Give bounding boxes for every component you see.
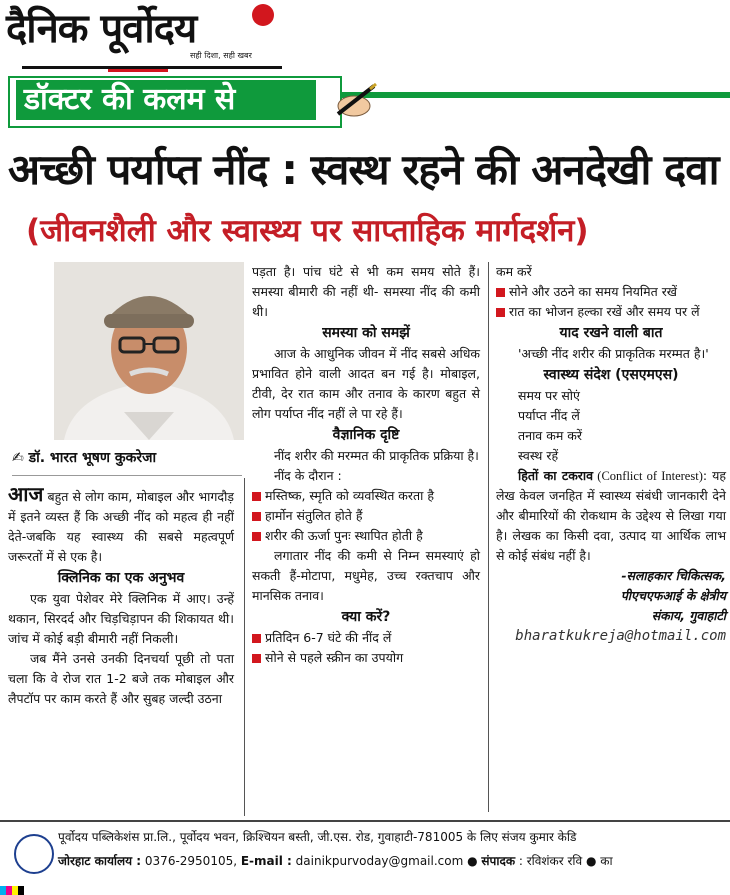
bullet-text: प्रतिदिन 6-7 घंटे की नींद लें (265, 630, 392, 645)
column-banner-title: डॉक्टर की कलम से (24, 82, 236, 117)
bullet-item (496, 302, 726, 322)
bullet-square-icon (252, 634, 261, 643)
article-column-2 (252, 262, 480, 668)
coi-text: : यह लेख केवल जनहित में स्वास्थ्य संबंधी जानकारी देने और बीमारियों की रोकथाम के उद्देश्य से लिखा गया है। लेखक का किसी दवा, उत्पाद या आर्थिक लाभ से कोई संबंध नहीं है। (496, 468, 726, 563)
paragraph: पड़ता है। पांच घंटे से भी कम समय सोते हैं। समस्या बीमारी की नहीं थी- समस्या नींद की कमी थी। (252, 264, 480, 319)
section-heading: समस्या को समझें (322, 325, 410, 341)
paragraph: आज के आधुनिक जीवन में नींद सबसे अधिक प्रभावित होने वाली आदत बन गई है। मोबाइल, टीवी, देर रात काम और तनाव के कारण बहुत से लोग पर्याप्त नींद नहीं ले पा रहे हैं। (252, 346, 480, 421)
paragraph: लगातार नींद की कमी से निम्न समस्याएं हो सकती हैं-मोटापा, मधुमेह, उच्च रक्तचाप और मानसिक तनाव। (252, 548, 480, 603)
footer-rule (0, 820, 730, 822)
sms-line: समय पर सोएं (518, 388, 580, 403)
bullet-text: शरीर की ऊर्जा पुनः स्थापित होती है (265, 528, 423, 543)
bullet-square-icon (252, 512, 261, 521)
bullet-square-icon (496, 288, 505, 297)
publisher-logo-icon (14, 834, 54, 874)
paragraph: नींद शरीर की मरम्मत की प्राकृतिक प्रक्रिया है। (274, 448, 479, 463)
author-photo (54, 262, 244, 440)
footer-phone: 0376-2950105, (141, 854, 241, 868)
coi-heading: हितों का टकराव (518, 468, 594, 483)
intro-paragraph (8, 484, 234, 567)
footer-email: dainikpurvoday@gmail.com ● (291, 854, 482, 868)
masthead-accent-rule (108, 69, 168, 72)
bullet-item (496, 282, 726, 302)
sms-line: पर्याप्त नींद लें (518, 408, 580, 423)
masthead-tagline: सही दिशा, सही खबर (190, 51, 252, 60)
bullet-text: सोने और उठने का समय नियमित रखें (509, 284, 678, 299)
column-divider (244, 478, 245, 816)
conflict-of-interest (496, 466, 726, 566)
section-heading: वैज्ञानिक दृष्टि (332, 427, 400, 443)
author-name: डॉ. भारत भूषण कुकरेजा (28, 450, 157, 466)
section-heading: याद रखने वाली बात (559, 325, 663, 341)
bullet-square-icon (252, 532, 261, 541)
paragraph: नींद के दौरान : (274, 468, 342, 483)
author-rule (12, 475, 242, 476)
pen-hand-icon (332, 80, 378, 120)
bullet-text: रात का भोजन हल्का रखें और समय पर लें (509, 304, 700, 319)
bullet-item (252, 628, 480, 648)
signature-line: -सलाहकार चिकित्सक, (621, 568, 726, 583)
sms-line: स्वस्थ रहें (518, 448, 559, 463)
footer-email-label: E-mail : (240, 854, 292, 868)
article-column-3 (496, 262, 726, 646)
subheadline: (जीवनशैली और स्वास्थ्य पर साप्ताहिक मार्गदर्शन) (26, 213, 589, 249)
print-color-bar (0, 886, 30, 895)
masthead-title: दैनिक पूर्वोदय (6, 6, 197, 52)
bullet-text: हार्मोन संतुलित होते हैं (265, 508, 363, 523)
bullet-square-icon (496, 308, 505, 317)
footer-contact-line (58, 850, 613, 872)
paragraph: जब मैंने उनसे उनकी दिनचर्या पूछी तो पता चला कि वे रोज रात 1-2 बजे तक मोबाइल और लैपटॉप पर काम करते हैं और सुबह जल्दी उठना (8, 651, 234, 706)
bullet-item (252, 526, 480, 546)
footer-publisher-line: पूर्वोदय पब्लिकेशंस प्रा.लि., पूर्वोदय भवन, क्रिश्चियन बस्ती, जी.एस. रोड, गुवाहाटी-781005 के लिए संजय कुमार केडि (58, 830, 577, 844)
masthead-logo-icon (252, 4, 274, 26)
section-heading: क्लिनिक का एक अनुभव (57, 570, 185, 586)
bullet-item (252, 648, 480, 668)
author-byline (12, 446, 242, 470)
quote: 'अच्छी नींद शरीर की प्राकृतिक मरम्मत है।' (518, 346, 709, 361)
footer-editor: : रविशंकर रवि ● का (515, 854, 613, 868)
bullet-item (252, 506, 480, 526)
footer-office-label: जोरहाट कार्यालय : (58, 854, 142, 868)
footer-editor-label: संपादक (481, 854, 516, 868)
bullet-text: सोने से पहले स्क्रीन का उपयोग (265, 650, 404, 665)
pen-icon: ✍ (12, 450, 29, 466)
bullet-item (252, 486, 480, 506)
author-email: bharatkukreja@hotmail.com (515, 628, 726, 644)
signature-line: पीएचएफआई के क्षेत्रीय (620, 588, 726, 603)
paragraph: एक युवा पेशेवर मेरे क्लिनिक में आए। उन्हें थकान, सिरदर्द और चिड़चिड़ापन की शिकायत थी। जांच में कोई बड़ी बीमारी नहीं निकली। (8, 591, 234, 646)
article-column-1 (8, 484, 234, 709)
headline: अच्छी पर्याप्त नींद : स्वस्थ रहने की अनदेखी दवा (8, 145, 719, 194)
bullet-square-icon (252, 492, 261, 501)
bullet-square-icon (252, 654, 261, 663)
signature-line: संकाय, गुवाहाटी (651, 608, 726, 623)
coi-english: (Conflict of Interest) (593, 469, 703, 483)
column-divider (488, 262, 489, 812)
intro-text: बहुत से लोग काम, मोबाइल और भागदौड़ में इतने व्यस्त हैं कि अच्छी नींद को महत्व ही नहीं देते-जबकि यह स्वास्थ्य की सबसे महत्वपूर्ण जरूरतों में से एक है। (8, 489, 234, 564)
paragraph: कम करें (496, 264, 532, 279)
banner-line (320, 92, 730, 98)
sms-line: तनाव कम करें (518, 428, 582, 443)
bullet-text: मस्तिष्क, स्मृति को व्यवस्थित करता है (265, 488, 434, 503)
dropcap: आज (8, 482, 44, 506)
section-heading: स्वास्थ्य संदेश (एसएमएस) (543, 367, 679, 383)
section-heading: क्या करें? (341, 609, 391, 625)
